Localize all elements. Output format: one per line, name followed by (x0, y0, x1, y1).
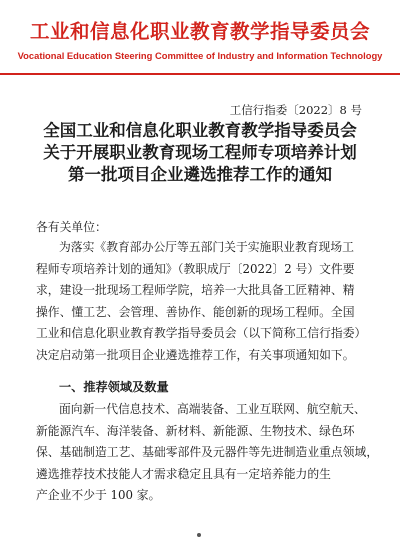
paragraph-line: 为落实《教育部办公厅等五部门关于实施职业教育现场工 (59, 240, 354, 254)
section-heading: 一、推荐领域及数量 (59, 380, 169, 394)
paragraph-line: 面向新一代信息技术、高端装备、工业互联网、航空航天、 (59, 402, 366, 416)
paragraph-line: 操作、懂工艺、会管理、善协作、能创新的现场工程师。全国 (36, 304, 355, 319)
org-subtitle: Vocational Education Steering Committee of Industry and Information Technology (17, 50, 383, 61)
red-header-rule (0, 73, 400, 75)
paragraph-line: 决定启动第一批项目企业遴选推荐工作，有关事项通知如下。 (36, 347, 355, 362)
page-marker (197, 533, 201, 537)
title-line-3: 第一批项目企业遴选推荐工作的通知 (68, 165, 332, 184)
org-title: 工业和信息化职业教育教学指导委员会 (29, 20, 370, 43)
paragraph-line: 保、基础制造工艺、基础零部件及元器件等先进制造业重点领域， (36, 445, 379, 459)
paragraph-line: 程师专项培养计划的通知》（教职成厅〔2022〕2 号）文件要 (36, 261, 355, 276)
section1-paragraph (36, 399, 379, 507)
salutation: 各有关单位： (36, 220, 107, 234)
title-line-2: 关于开展职业教育现场工程师专项培养计划 (43, 143, 357, 162)
paragraph-line: 新能源汽车、海洋装备、新材料、新能源、生物技术、绿色环 (36, 423, 355, 438)
paragraph-line: 求，建设一批现场工程师学院，培养一大批具备工匠精神、精 (36, 283, 355, 297)
paragraph-line: 遴选推荐技术技能人才需求稳定且具有一定培养能力的生 (36, 466, 331, 481)
title-line-1: 全国工业和信息化职业教育教学指导委员会 (43, 121, 357, 140)
paragraph-line: 工业和信息化职业教育教学指导委员会（以下简称工信行指委） (36, 326, 367, 340)
paragraph-line: 产企业不少于 100 家。 (36, 488, 161, 502)
document-number: 工信行指委〔2022〕8 号 (229, 103, 362, 117)
document-title (0, 120, 400, 186)
intro-paragraph (36, 237, 366, 366)
